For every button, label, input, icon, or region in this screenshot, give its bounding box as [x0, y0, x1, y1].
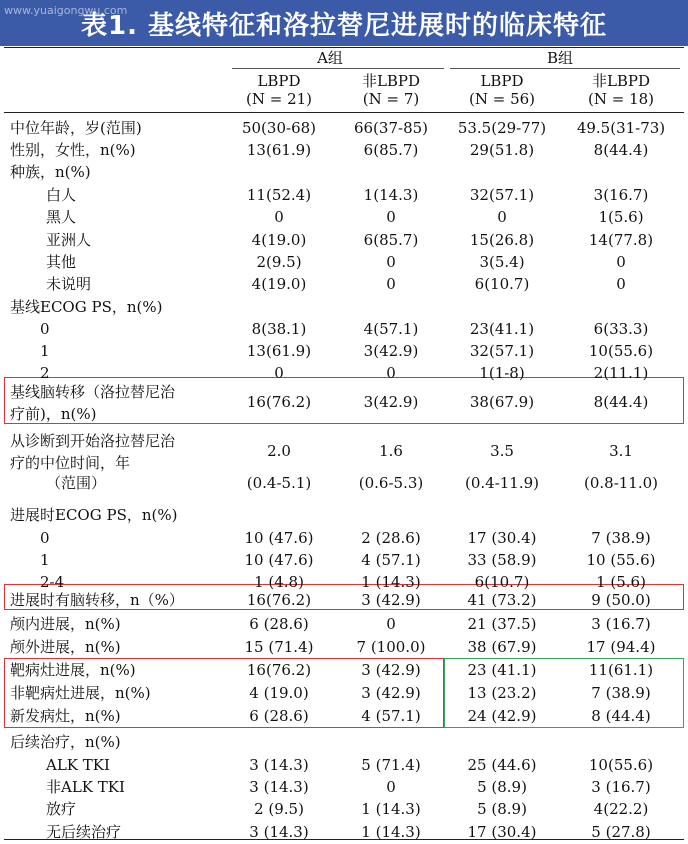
group-b-header: B组	[546, 49, 574, 67]
table-cell: 3 (42.9)	[361, 684, 421, 702]
table-cell: 41 (73.2)	[467, 591, 537, 609]
table-cell: 6 (28.6)	[249, 707, 309, 725]
table-cell: 13(61.9)	[246, 342, 312, 360]
table-cell: 10 (47.6)	[244, 529, 314, 547]
table-cell: 1 (5.6)	[596, 573, 646, 591]
row-label: 后续治疗，n(%)	[10, 733, 121, 751]
table-cell: 0	[386, 253, 396, 271]
table-cell: 53.5(29-77)	[457, 119, 547, 137]
table-cell: 3(16.7)	[593, 186, 649, 204]
row-label: 非ALK TKI	[46, 778, 125, 796]
table-cell: 13 (23.2)	[467, 684, 537, 702]
table-cell: 49.5(31-73)	[576, 119, 666, 137]
table-cell: 1 (4.8)	[254, 573, 304, 591]
table-cell: 11(52.4)	[246, 186, 312, 204]
row-label: 亚洲人	[46, 231, 92, 249]
table-cell: 1 (14.3)	[361, 823, 421, 841]
table	[0, 46, 688, 844]
table-cell: 0	[386, 364, 396, 382]
row-label: 中位年龄，岁(范围)	[10, 119, 142, 137]
table-cell: 16(76.2)	[246, 393, 312, 411]
table-cell: 29(51.8)	[469, 141, 535, 159]
table-cell: 4 (57.1)	[361, 707, 421, 725]
row-label: 从诊断到开始洛拉替尼治	[10, 432, 176, 450]
table-cell: 38(67.9)	[469, 393, 535, 411]
table-cell: 10(55.6)	[588, 342, 654, 360]
row-label: 0	[40, 320, 50, 338]
row-label: （范围）	[46, 474, 107, 492]
row-label: 颅内进展，n(%)	[10, 615, 121, 633]
table-cell: 0	[616, 253, 626, 271]
table-cell: 3 (14.3)	[249, 756, 309, 774]
table-cell: (0.8-11.0)	[583, 474, 659, 492]
table-cell: 4(22.2)	[593, 800, 649, 818]
table-cell: 1 (14.3)	[361, 573, 421, 591]
row-label: 进展时有脑转移，n（%）	[10, 591, 184, 609]
table-cell: 50(30-68)	[241, 119, 317, 137]
page-title: 表1. 基线特征和洛拉替尼进展时的临床特征	[80, 10, 608, 41]
table-cell: 21 (37.5)	[467, 615, 537, 633]
row-label-continued: 疗的中位时间，年	[10, 454, 131, 472]
table-cell: 8(44.4)	[593, 141, 649, 159]
row-label: ALK TKI	[46, 756, 110, 774]
table-cell: 8 (44.4)	[591, 707, 651, 725]
row-label-continued: 疗前)，n(%)	[10, 405, 97, 423]
table-cell: 6(10.7)	[474, 275, 530, 293]
table-cell: 5 (8.9)	[477, 778, 527, 796]
table-cell: 10(55.6)	[588, 756, 654, 774]
row-label: 基线ECOG PS，n(%)	[10, 298, 163, 316]
table-cell: 6(85.7)	[363, 141, 419, 159]
title-bar	[0, 0, 688, 46]
table-cell: 1.6	[379, 442, 403, 460]
header-rule	[4, 112, 684, 113]
table-cell: 0	[386, 208, 396, 226]
table-cell: 0	[274, 364, 284, 382]
table-cell: 7 (38.9)	[591, 529, 651, 547]
table-cell: 5 (27.8)	[591, 823, 651, 841]
row-label: 0	[40, 529, 50, 547]
table-cell: 3.5	[490, 442, 514, 460]
row-label: 白人	[46, 186, 77, 204]
row-label: 新发病灶，n(%)	[10, 707, 121, 725]
group-a-underline	[232, 68, 444, 69]
col-header-1-n: (N = 21)	[245, 90, 313, 108]
table-cell: 2 (28.6)	[361, 529, 421, 547]
row-label: 进展时ECOG PS，n(%)	[10, 506, 178, 524]
table-cell: 66(37-85)	[353, 119, 429, 137]
table-cell: 38 (67.9)	[467, 638, 537, 656]
col-header-4-label: 非LBPD	[591, 72, 651, 90]
table-cell: 2 (9.5)	[254, 800, 304, 818]
table-cell: 2(11.1)	[593, 364, 649, 382]
table-cell: 15(26.8)	[469, 231, 535, 249]
table-cell: 2(9.5)	[256, 253, 302, 271]
table-cell: 6(85.7)	[363, 231, 419, 249]
table-cell: 0	[386, 275, 396, 293]
col-header-2-label: 非LBPD	[361, 72, 421, 90]
table-cell: 13(61.9)	[246, 141, 312, 159]
row-label: 1	[40, 551, 50, 569]
table-cell: 33 (58.9)	[467, 551, 537, 569]
table-cell: 4(19.0)	[251, 231, 307, 249]
row-label: 无后续治疗	[46, 823, 122, 841]
row-label: 2-4	[40, 573, 65, 591]
row-label: 未说明	[46, 275, 92, 293]
table-cell: (0.4-11.9)	[464, 474, 540, 492]
row-label: 颅外进展，n(%)	[10, 638, 121, 656]
table-cell: 10 (55.6)	[586, 551, 656, 569]
row-label: 非靶病灶进展，n(%)	[10, 684, 151, 702]
table-cell: 3 (42.9)	[361, 591, 421, 609]
row-label: 其他	[46, 253, 77, 271]
table-cell: 4 (57.1)	[361, 551, 421, 569]
group-a-header: A组	[317, 49, 343, 67]
col-header-3-n: (N = 56)	[468, 90, 536, 108]
table-cell: 16(76.2)	[246, 591, 312, 609]
table-cell: 0	[386, 615, 396, 633]
table-cell: 6(33.3)	[593, 320, 649, 338]
table-cell: 5 (71.4)	[361, 756, 421, 774]
row-label: 1	[40, 342, 50, 360]
table-cell: 10 (47.6)	[244, 551, 314, 569]
table-cell: 3 (14.3)	[249, 778, 309, 796]
table-cell: 11(61.1)	[588, 661, 654, 679]
table-cell: 4(19.0)	[251, 275, 307, 293]
row-label: 2	[40, 364, 50, 382]
table-cell: 25 (44.6)	[467, 756, 537, 774]
table-cell: 3 (42.9)	[361, 661, 421, 679]
table-cell: 3(42.9)	[363, 393, 419, 411]
table-cell: 0	[616, 275, 626, 293]
row-label: 靶病灶进展，n(%)	[10, 661, 136, 679]
table-cell: 1(14.3)	[363, 186, 419, 204]
col-header-1-label: LBPD	[257, 72, 301, 90]
table-cell: 7 (38.9)	[591, 684, 651, 702]
table-cell: 17 (94.4)	[586, 638, 656, 656]
table-cell: 23 (41.1)	[467, 661, 537, 679]
col-header-3-label: LBPD	[480, 72, 524, 90]
table-cell: 3 (16.7)	[591, 778, 651, 796]
table-cell: 1(5.6)	[598, 208, 644, 226]
table-cell: 7 (100.0)	[356, 638, 426, 656]
table-cell: (0.6-5.3)	[358, 474, 424, 492]
col-header-4-n: (N = 18)	[587, 90, 655, 108]
table-cell: (0.4-5.1)	[246, 474, 312, 492]
watermark: www.yuaigongwu.com	[4, 4, 128, 17]
table-cell: 4 (19.0)	[249, 684, 309, 702]
table-cell: 16(76.2)	[246, 661, 312, 679]
table-cell: 3.1	[609, 442, 633, 460]
table-cell: 1(1-8)	[479, 364, 525, 382]
table-cell: 3(5.4)	[479, 253, 525, 271]
table-cell: 17 (30.4)	[467, 529, 537, 547]
col-header-2-n: (N = 7)	[362, 90, 420, 108]
table-cell: 0	[386, 778, 396, 796]
row-label: 黑人	[46, 208, 77, 226]
table-cell: 6(10.7)	[474, 573, 530, 591]
table-cell: 24 (42.9)	[467, 707, 537, 725]
table-cell: 17 (30.4)	[467, 823, 537, 841]
table-cell: 3 (16.7)	[591, 615, 651, 633]
group-b-underline	[450, 68, 680, 69]
table-cell: 6 (28.6)	[249, 615, 309, 633]
table-cell: 0	[274, 208, 284, 226]
table-cell: 23(41.1)	[469, 320, 535, 338]
table-cell: 2.0	[267, 442, 291, 460]
row-label: 种族，n(%)	[10, 163, 91, 181]
table-cell: 3 (14.3)	[249, 823, 309, 841]
row-label: 性别，女性，n(%)	[10, 141, 136, 159]
table-cell: 9 (50.0)	[591, 591, 651, 609]
table-cell: 4(57.1)	[363, 320, 419, 338]
row-label: 基线脑转移（洛拉替尼治	[10, 383, 176, 401]
table-cell: 8(44.4)	[593, 393, 649, 411]
table-cell: 5 (8.9)	[477, 800, 527, 818]
table-cell: 15 (71.4)	[244, 638, 314, 656]
table-bottom-rule	[4, 839, 684, 840]
table-cell: 8(38.1)	[251, 320, 307, 338]
table-cell: 0	[497, 208, 507, 226]
table-cell: 3(42.9)	[363, 342, 419, 360]
table-cell: 32(57.1)	[469, 342, 535, 360]
table-cell: 1 (14.3)	[361, 800, 421, 818]
table-cell: 14(77.8)	[588, 231, 654, 249]
row-label: 放疗	[46, 800, 77, 818]
table-cell: 32(57.1)	[469, 186, 535, 204]
